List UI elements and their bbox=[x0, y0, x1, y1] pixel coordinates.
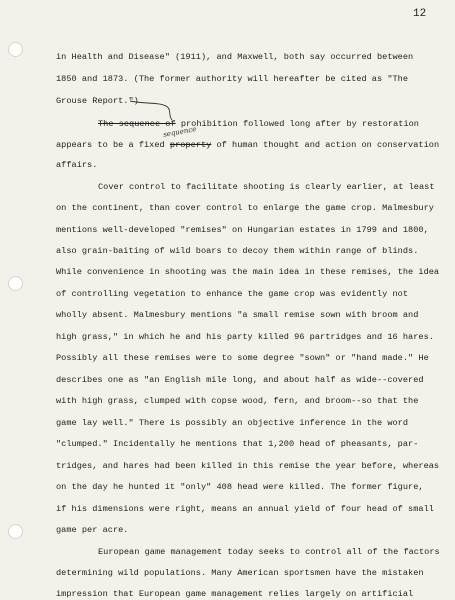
text-line: describes one as "an English mile long, and about half as wide--covered bbox=[56, 375, 424, 385]
page-number: 12 bbox=[413, 8, 427, 20]
text-line: with high grass, clumped with copse wood, fern, and broom--so that the bbox=[56, 396, 419, 406]
text-line: affairs. bbox=[56, 160, 98, 170]
text-line: in Health and Disease" (1911), and Maxwell, both say occurred between bbox=[56, 52, 414, 62]
text-line: impression that European game management relies largely on artificial bbox=[56, 589, 414, 599]
text-line: European game management today seeks to control all of the factors bbox=[98, 547, 440, 557]
line-text: prohibition followed long after by restoration bbox=[175, 119, 419, 129]
text-line: high grass," in which he and his party killed 96 partridges and 16 hares. bbox=[56, 332, 434, 342]
text-line: Grouse Report.") bbox=[56, 96, 139, 106]
text-line: if his dimensions were right, means an annual yield of four head of small bbox=[56, 504, 434, 514]
struck-text: The sequence of bbox=[98, 119, 176, 129]
text-line bbox=[56, 140, 441, 151]
text-line: wholly absent. Malmesbury mentions "a small remise sown with broom and bbox=[56, 310, 419, 320]
text-line: mentions well-developed "remises" on Hungarian estates in 1799 and 1800, bbox=[56, 225, 429, 235]
text-line: also grain-baiting of wild boars to decoy them within range of blinds. bbox=[56, 246, 419, 256]
line-text: appears to be a fixed bbox=[56, 140, 170, 150]
text-line bbox=[98, 119, 441, 130]
text-line: on the day he hunted it "only" 408 head were killed. The former figure, bbox=[56, 482, 424, 492]
text-line: of controlling vegetation to enhance the game crop was evidently not bbox=[56, 289, 409, 299]
text-line: game per acre. bbox=[56, 525, 129, 535]
struck-text: property bbox=[169, 140, 212, 150]
line-text: of human thought and action on conservation bbox=[211, 140, 440, 150]
text-line: "clumped." Incidentally he mentions that 1,200 head of pheasants, par- bbox=[56, 439, 419, 449]
binder-hole-bottom bbox=[8, 524, 23, 539]
text-line: tridges, and hares had been killed in this remise the year before, whereas bbox=[56, 461, 440, 471]
text-line: Cover control to facilitate shooting is clearly earlier, at least bbox=[98, 182, 435, 192]
handwritten-insertion: sequence bbox=[162, 125, 197, 139]
text-line: 1850 and 1873. (The former authority will hereafter be cited as "The bbox=[56, 74, 409, 84]
text-line: on the continent, than cover control to enlarge the game crop. Malmesbury bbox=[56, 203, 434, 213]
binder-hole-middle bbox=[8, 276, 23, 291]
text-line: While convenience in shooting was the main idea in these remises, the idea bbox=[56, 267, 440, 277]
text-line: game lay well." There is possibly an objective inference in the word bbox=[56, 418, 409, 428]
text-line: determining wild populations. Many American sportsmen have the mistaken bbox=[56, 568, 424, 578]
text-line: Possibly all these remises were to some degree "sown" or "hand made." He bbox=[56, 353, 429, 363]
binder-hole-top bbox=[8, 42, 23, 57]
